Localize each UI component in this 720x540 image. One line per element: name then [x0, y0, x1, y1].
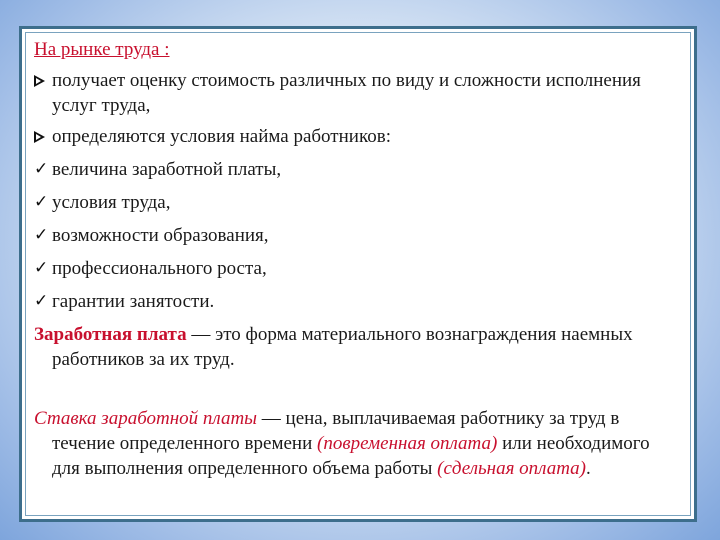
definition-rate-term: Ставка заработной платы — [34, 408, 258, 429]
check-item-text: условия труда, — [52, 192, 171, 213]
definition-wage-text: — это форма материального вознаграждения наемных работников за их труд. — [52, 324, 633, 370]
slide-frame — [19, 26, 697, 522]
arrow-list-item — [34, 124, 680, 149]
time-payment-note: (повременная оплата) — [317, 433, 498, 454]
definition-wage-rate — [34, 406, 680, 481]
piece-payment-note: (сдельная оплата) — [437, 458, 586, 479]
check-list-item — [34, 223, 680, 256]
checkmark-icon: ✓ — [34, 225, 49, 245]
spacer — [34, 372, 680, 406]
definition-rate-text1: — цена, выплачиваемая работнику за труд в течение определенного времени — [52, 408, 620, 454]
slide-title: На рынке труда : — [34, 39, 170, 60]
arrow-bullet-icon — [34, 75, 45, 87]
arrow-item-text: определяются условия найма работников: — [52, 126, 391, 147]
arrow-item-text: получает оценку стоимость различных по виду и сложности исполнения услуг труда, — [52, 70, 641, 116]
slide-content — [34, 37, 680, 481]
checkmark-icon: ✓ — [34, 192, 49, 212]
check-list-item — [34, 190, 680, 223]
arrow-bullet-icon — [34, 131, 45, 143]
check-item-text: возможности образования, — [52, 225, 269, 246]
check-list-item — [34, 289, 680, 322]
check-item-text: величина заработной платы, — [52, 159, 282, 180]
check-item-text: гарантии занятости. — [52, 291, 215, 312]
checkmark-icon: ✓ — [34, 291, 49, 311]
check-item-text: профессионального роста, — [52, 258, 267, 279]
definition-rate-end: . — [585, 458, 591, 479]
definition-wage — [34, 322, 680, 372]
checkmark-icon: ✓ — [34, 159, 49, 179]
arrow-list-item — [34, 68, 680, 118]
definition-wage-term: Заработная плата — [34, 324, 187, 345]
check-list-item — [34, 256, 680, 289]
check-list-item — [34, 157, 680, 190]
definition-rate-text2: или необходимого для выполнения определенного объема работы — [52, 433, 650, 479]
checkmark-icon: ✓ — [34, 258, 49, 278]
